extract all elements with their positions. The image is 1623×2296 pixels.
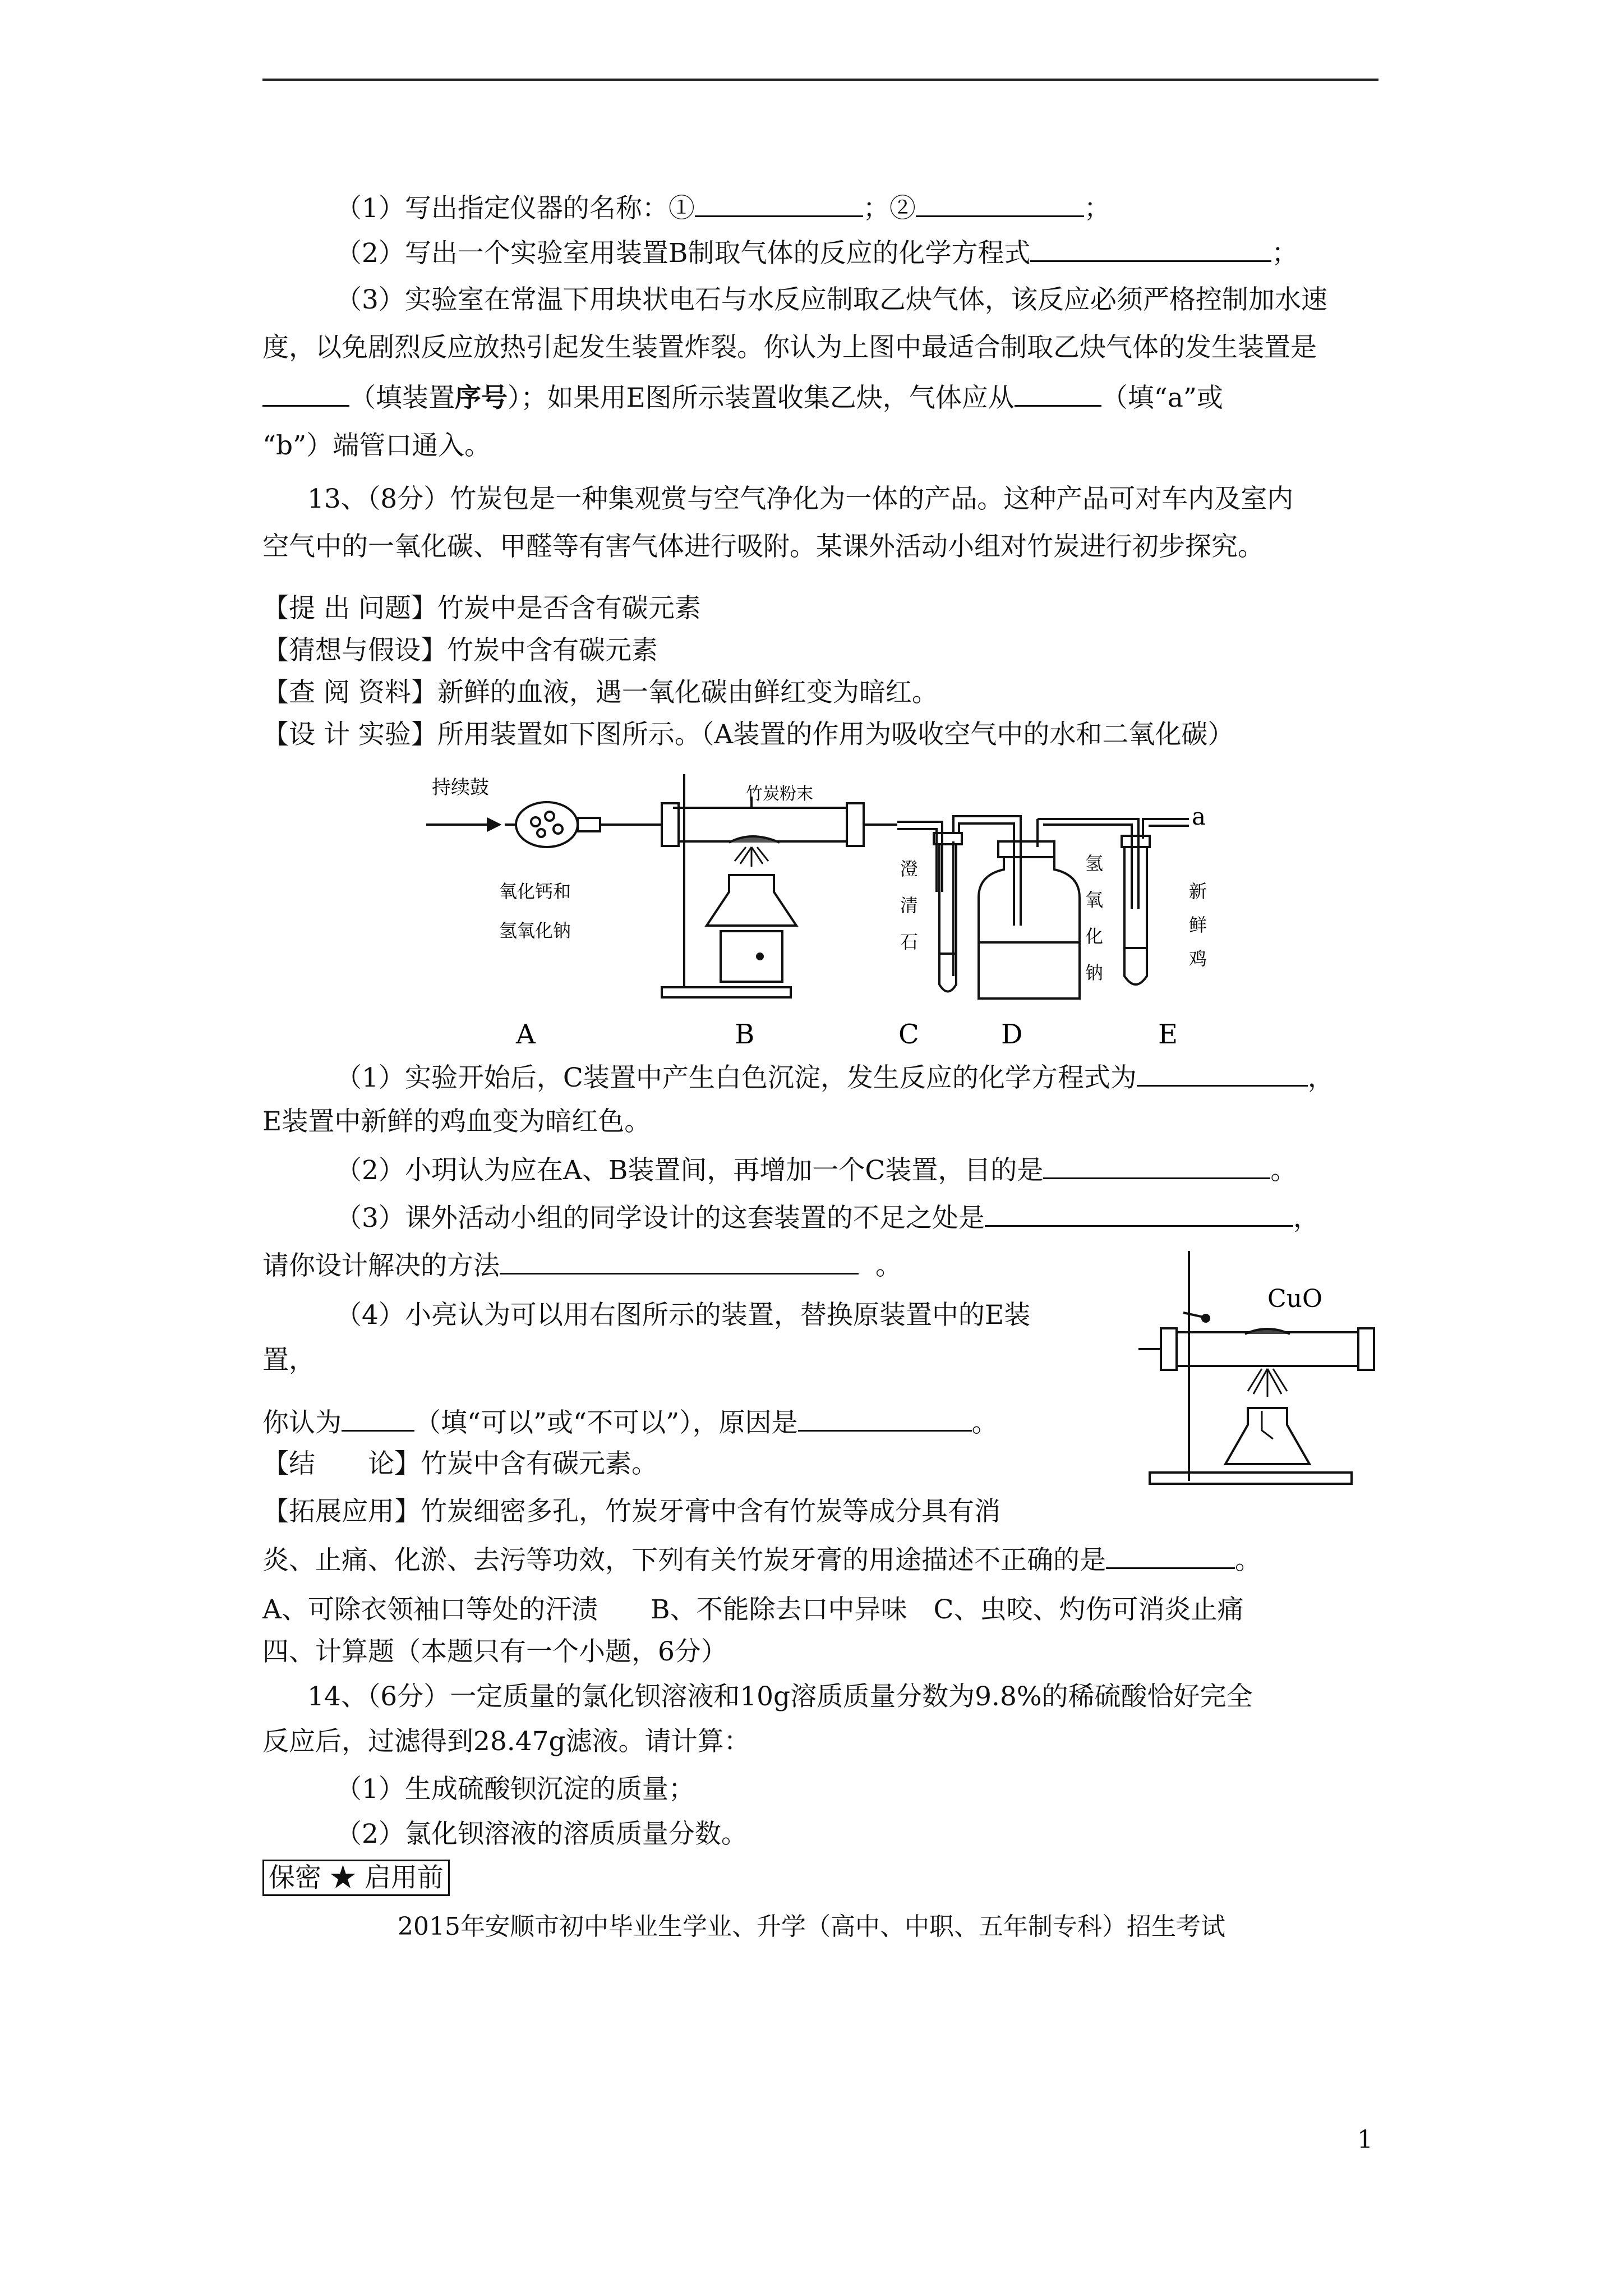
label-reagent-a-2: 氢氧化钠 [499,920,571,941]
q13-conclusion: 【结 论】竹炭中含有碳元素。 [262,1448,658,1479]
q13-intro-line2: 空气中的一氧化碳、甲醛等有害气体进行吸附。某课外活动小组对竹炭进行初步探究。 [262,531,1264,562]
confidential-stamp: 保密 ★ 启用前 [262,1861,450,1895]
q12-sub3-line1: （3）实验室在常温下用块状电石与水反应制取乙炔气体，该反应必须严格控制加水速 [335,284,1327,315]
answer-blank-port[interactable] [1015,380,1101,407]
q13-s2: （2）小玥认为应在A、B装置间，再增加一个C装置，目的是 。 [335,1153,1297,1188]
q13-s4-line1: （4）小亮认为可以用右图所示的装置，替换原装置中的E装 [335,1300,1031,1331]
q13-design: 【设 计 实验】所用装置如下图所示。（A装置的作用为吸收空气中的水和二氧化碳） [262,719,1234,750]
apparatus-label-c: C [898,1019,919,1050]
label-e-2: 鲜 [1189,914,1207,936]
q13-extension-line1: 【拓展应用】竹炭细密多孔，竹炭牙膏中含有竹炭等成分具有消 [262,1496,1000,1527]
q13-reference: 【查 阅 资料】新鲜的血液，遇一氧化碳由鲜红变为暗红。 [262,677,938,708]
q13-s4-line3: 你认为 （填“可以”或“不可以”），原因是 。 [262,1405,998,1440]
answer-blank-c-equation[interactable] [1137,1060,1308,1087]
label-c-2: 清 [900,895,919,916]
q13-s3-line2: 请你设计解决的方法 。 [262,1248,902,1283]
q14-line1: 14、（6分）一定质量的氯化钡溶液和10g溶质质量分数为9.8%的稀硫酸恰好完全 [307,1681,1253,1712]
answer-blank-1[interactable] [695,191,863,217]
apparatus-diagram [415,763,1245,1055]
q12-sub2: （2）写出一个实验室用装置B制取气体的反应的化学方程式 ； [335,236,1298,270]
answer-blank-choice[interactable] [1106,1543,1235,1569]
label-c-1: 澄 [900,858,919,880]
label-e-3: 鸡 [1189,948,1207,969]
label-d-2: 氧 [1085,889,1104,910]
q13-s4-line2: 置， [262,1345,315,1375]
answer-blank-can[interactable] [342,1405,414,1432]
answer-blank-solution[interactable] [500,1248,859,1274]
q12-sub3-line2: 度，以免剧烈反应放热引起发生装置炸裂。你认为上图中最适合制取乙炔气体的发生装置是 [262,332,1317,363]
q13-intro-line1: 13、（8分）竹炭包是一种集观赏与空气净化为一体的产品。这种产品可对车内及室内 [307,484,1294,514]
label-powder: 竹炭粉末 [746,784,813,804]
apparatus-label-e: E [1158,1019,1178,1050]
answer-blank-reason[interactable] [798,1405,972,1432]
q13-s1-line1: （1）实验开始后，C装置中产生白色沉淀，发生反应的化学方程式为 ， [335,1060,1334,1095]
q13-s3-line1: （3）课外活动小组的同学设计的这套装置的不足之处是 ， [335,1200,1320,1235]
cuo-label: CuO [1267,1285,1323,1313]
label-d-3: 化 [1085,926,1104,947]
apparatus-label-b: B [735,1019,755,1050]
q12-sub1: （1）写出指定仪器的名称：① ；② ； [335,191,1110,226]
q13-problem: 【提 出 问题】竹炭中是否含有碳元素 [262,593,701,624]
label-port-a: a [1192,803,1206,830]
q13-extension-line2: 炎、止痛、化淤、去污等功效，下列有关竹炭牙膏的用途描述不正确的是 。 [262,1543,1261,1577]
answer-blank-2[interactable] [916,191,1084,217]
answer-blank-purpose[interactable] [1043,1153,1270,1179]
q13-s1-line2: E装置中新鲜的鸡血变为暗红色。 [262,1106,651,1137]
exam-title: 2015年安顺市初中毕业生学业、升学（高中、中职、五年制专科）招生考试 [398,1912,1225,1941]
label-d-4: 钠 [1085,962,1104,983]
answer-blank-flaw[interactable] [985,1200,1293,1227]
q13-hypothesis: 【猜想与假设】竹炭中含有碳元素 [262,635,658,666]
cuo-diagram [1133,1245,1380,1492]
label-reagent-a-1: 氧化钙和 [499,881,571,902]
page-number: 1 [1357,2125,1373,2154]
q12-sub3-line3: （填装置序号）；如果用E图所示装置收集乙炔，气体应从 （填“a”或 [262,380,1223,415]
apparatus-label-d: D [1001,1019,1023,1050]
q12-sub3-line4: “b”）端管口通入。 [262,430,491,461]
q14-line2: 反应后，过滤得到28.47g滤液。请计算： [262,1726,750,1757]
section4-heading: 四、计算题（本题只有一个小题，6分） [262,1636,727,1667]
header-rule [262,79,1378,81]
q14-s1: （1）生成硫酸钡沉淀的质量； [335,1774,695,1805]
label-blow: 持续鼓 [432,776,489,799]
label-e-1: 新 [1189,881,1207,902]
q14-s2: （2）氯化钡溶液的溶质质量分数。 [335,1819,748,1849]
label-d-1: 氢 [1085,853,1104,874]
q13-options: A、可除衣领袖口等处的汗渍 B、不能除去口中异味 C、虫咬、灼伤可消炎止痛 [262,1594,1244,1625]
answer-blank-equation[interactable] [1030,236,1271,262]
answer-blank-device[interactable] [262,380,349,407]
apparatus-label-a: A [516,1019,536,1050]
label-c-3: 石 [900,931,919,953]
